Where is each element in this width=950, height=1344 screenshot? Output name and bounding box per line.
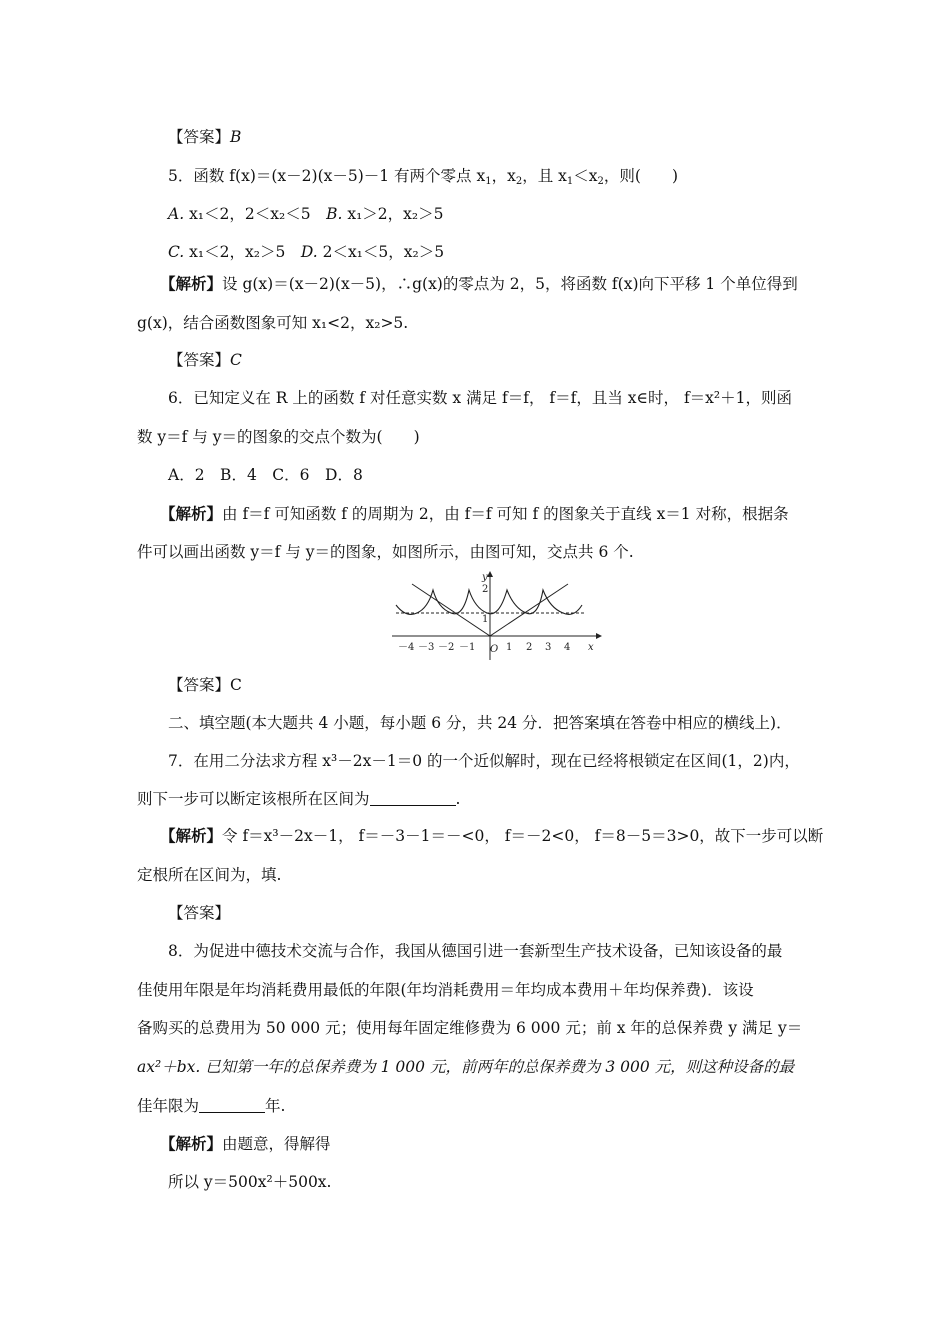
- analysis-text: 由题意，得解得: [222, 1135, 331, 1153]
- section-heading: 二、填空题(本大题共 4 小题，每小题 6 分，共 24 分．把答案填在答卷中相应的横线上)．: [168, 714, 792, 732]
- origin-label: O: [490, 644, 499, 655]
- q5-stem: [168, 166, 678, 192]
- stem-text: .: [455, 790, 461, 808]
- answer-blank: [199, 1098, 265, 1113]
- x-tick-label: 2: [526, 642, 533, 653]
- q7-analysis-1: [160, 826, 823, 846]
- answer-label: 【答案】: [168, 351, 231, 369]
- x-tick-label: －4: [398, 642, 415, 653]
- subscript: 1: [485, 176, 492, 187]
- q5-options-cd: [168, 242, 444, 262]
- q6-analysis-1: [160, 504, 789, 524]
- stem-text: ，x: [491, 167, 516, 185]
- answer-value: C: [230, 351, 242, 369]
- y-tick-label: 2: [482, 584, 489, 595]
- q8-stem-5: [137, 1096, 285, 1116]
- x-axis-label: x: [588, 642, 594, 653]
- analysis-text: 令 f＝x³－2x－1， f＝－3－1＝－<0， f＝－2<0， f＝8－5＝3>0，故下一步可以断: [222, 827, 824, 845]
- option-c-label: C.: [168, 243, 185, 261]
- answer-blank: [370, 791, 456, 806]
- stem-text: ＜x: [573, 167, 598, 185]
- q5-answer: [168, 350, 242, 370]
- line-right: [490, 584, 568, 636]
- stem-text: 年.: [265, 1097, 286, 1115]
- analysis-text: 由 f＝f 可知函数 f 的周期为 2，由 f＝f 可知 f 的图象关于直线 x＝1 对称，根据条: [222, 505, 789, 523]
- q6-answer: [168, 675, 242, 695]
- q6-options: A．2 B．4 C．6 D．8: [168, 466, 363, 484]
- q7-analysis-2: 定根所在区间为，填.: [137, 866, 282, 884]
- q4-answer: [168, 127, 241, 147]
- x-tick-label: －2: [438, 642, 455, 653]
- option-b: x₁＞2，x₂＞5: [347, 205, 444, 223]
- q8-analysis-1: [160, 1134, 331, 1154]
- analysis-label: 【解析】: [160, 826, 223, 845]
- stem-text: 佳年限为: [137, 1097, 200, 1115]
- q7-stem-1: 7．在用二分法求方程 x³－2x－1＝0 的一个近似解时，现在已经将根锁定在区间(1，2)内，: [168, 752, 800, 770]
- q6-analysis-2: 件可以画出函数 y＝f 与 y＝的图象，如图所示，由图可知，交点共 6 个.: [137, 543, 634, 561]
- analysis-text: 设 g(x)＝(x－2)(x－5)，∴g(x)的零点为 2，5，将函数 f(x)向下平移 1 个单位得到: [222, 275, 798, 293]
- q7-stem-2: [137, 789, 460, 809]
- option-d-label: D.: [300, 243, 318, 261]
- line-left: [412, 584, 490, 636]
- subscript: 1: [566, 176, 574, 187]
- analysis-label: 【解析】: [160, 274, 223, 293]
- q5-analysis-2: g(x)，结合函数图象可知 x₁<2，x₂>5.: [137, 314, 409, 332]
- q7-answer: 【答案】: [168, 904, 231, 922]
- answer-label: 【答案】: [168, 676, 231, 694]
- y-axis-label: y: [482, 572, 488, 583]
- stem-text: 则下一步可以断定该根所在区间为: [137, 790, 370, 808]
- y-tick-label: 1: [482, 614, 489, 625]
- answer-label: 【答案】: [168, 128, 231, 146]
- function-graph-figure: [388, 570, 603, 662]
- analysis-label: 【解析】: [160, 1134, 223, 1153]
- q8-stem-4: ax²＋bx. 已知第一年的总保养费为 1 000 元，前两年的总保养费为 3 000 元，则这种设备的最: [137, 1058, 795, 1076]
- x-tick-label: －3: [418, 642, 435, 653]
- x-tick-label: 3: [545, 642, 552, 653]
- x-tick-label: －1: [459, 642, 476, 653]
- q5-analysis-1: [160, 274, 798, 294]
- q6-stem-2: 数 y＝f 与 y＝的图象的交点个数为( ): [137, 428, 420, 446]
- option-c: x₁＜2，x₂＞5: [189, 243, 286, 261]
- x-tick-label: 4: [564, 642, 571, 653]
- x-tick-label: 1: [506, 642, 513, 653]
- stem-text: ，则( ): [603, 167, 679, 185]
- y-axis-arrow: [487, 571, 493, 577]
- option-a: x₁＜2，2＜x₂＜5: [189, 205, 311, 223]
- q5-options-ab: [168, 204, 443, 224]
- q8-analysis-2: 所以 y＝500x²＋500x.: [168, 1173, 332, 1191]
- q8-stem-1: 8．为促进中德技术交流与合作，我国从德国引进一套新型生产技术设备，已知该设备的最: [168, 942, 783, 960]
- question-number: 5．: [168, 167, 194, 185]
- subscript: 2: [597, 176, 604, 187]
- option-d: 2＜x₁＜5，x₂＞5: [322, 243, 445, 261]
- answer-value: C: [230, 676, 242, 694]
- answer-value: B: [230, 128, 242, 146]
- q8-stem-2: 佳使用年限是年均消耗费用最低的年限(年均消耗费用＝年均成本费用＋年均保养费)．该设: [137, 981, 754, 999]
- option-a-label: A.: [168, 205, 185, 223]
- stem-text: 函数 f(x)＝(x－2)(x－5)－1 有两个零点 x: [193, 167, 486, 185]
- subscript: 2: [515, 176, 523, 187]
- analysis-label: 【解析】: [160, 504, 223, 523]
- option-b-label: B.: [326, 205, 343, 223]
- q6-stem-1: 6．已知定义在 R 上的函数 f 对任意实数 x 满足 f＝f， f＝f，且当 x∈时， f＝x²＋1，则函: [168, 389, 792, 407]
- q8-stem-3: 备购买的总费用为 50 000 元；使用每年固定维修费为 6 000 元；前 x 年的总保养费 y 满足 y＝: [137, 1019, 803, 1037]
- stem-text: ，且 x: [522, 167, 567, 185]
- x-axis-arrow: [596, 633, 602, 639]
